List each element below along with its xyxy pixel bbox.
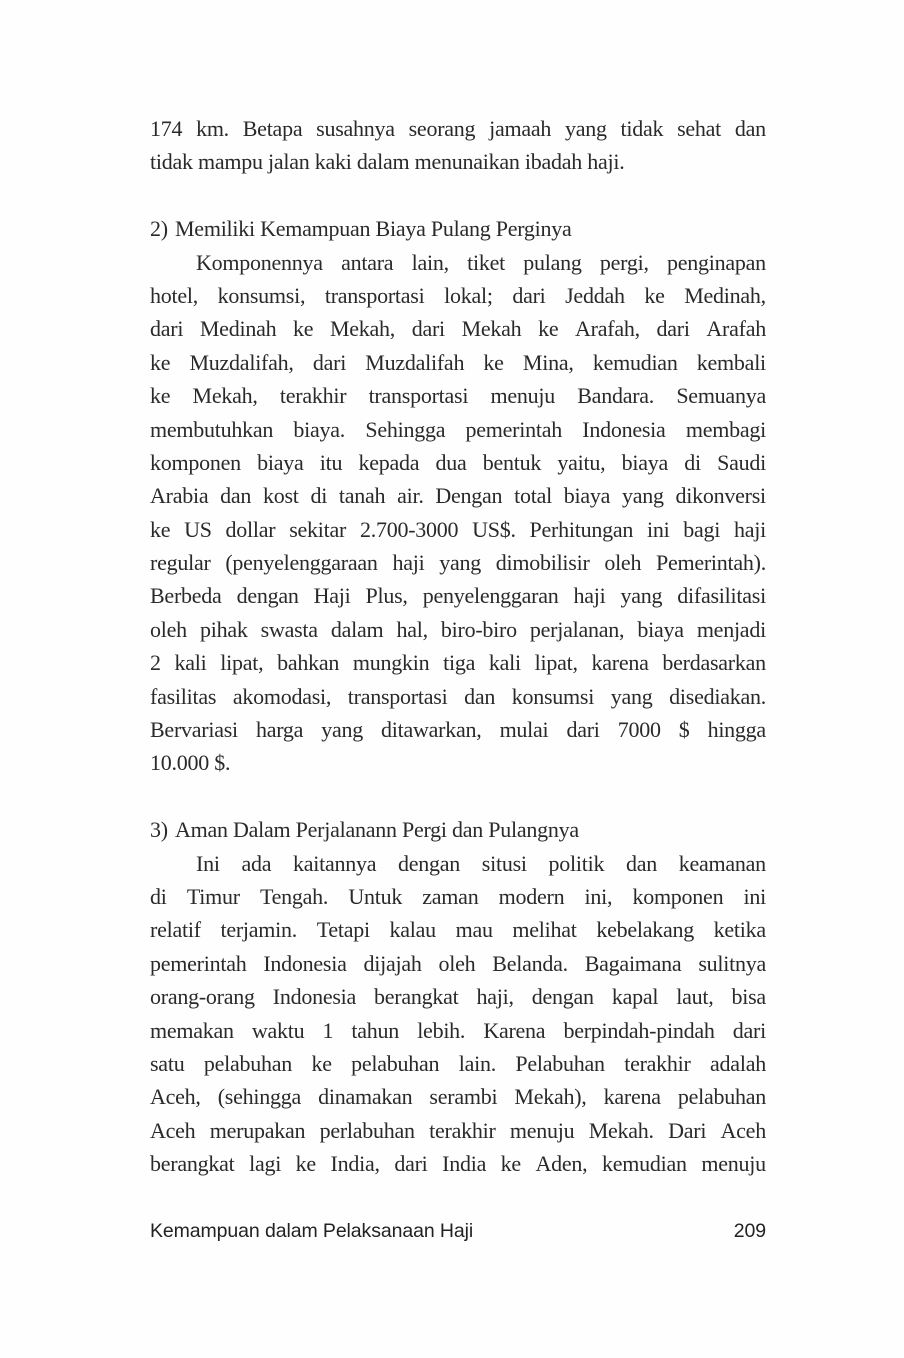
text-line: relatif terjamin. Tetapi kalau mau melihat kebelakang ketika <box>150 917 766 943</box>
paragraph-spacer <box>150 179 766 212</box>
text-line: fasilitas akomodasi, transportasi dan konsumsi yang disediakan. <box>150 683 766 709</box>
text-line: Berbeda dengan Haji Plus, penyelenggaran haji yang difasilitasi <box>150 583 766 609</box>
text-line: hotel, konsumsi, transportasi lokal; dari Jeddah ke Medinah, <box>150 282 766 308</box>
text-line: berangkat lagi ke India, dari India ke Aden, kemudian menuju <box>150 1151 766 1177</box>
section-heading <box>150 813 766 846</box>
text-line: membutuhkan biaya. Sehingga pemerintah Indonesia membagi <box>150 416 766 442</box>
text-line: regular (penyelenggaraan haji yang dimobilisir oleh Pemerintah). <box>150 550 766 576</box>
text-line: Komponennya antara lain, tiket pulang pergi, penginapan <box>196 249 766 275</box>
section-number: 2) <box>150 216 168 242</box>
section-2 <box>150 212 766 780</box>
page-body <box>150 112 766 1181</box>
continuation-paragraph <box>150 112 766 179</box>
text-line: 2 kali lipat, bahkan mungkin tiga kali lipat, karena berdasarkan <box>150 650 766 676</box>
text-line: Ini ada kaitannya dengan situsi politik dan keamanan <box>196 850 766 876</box>
text-line: dari Medinah ke Mekah, dari Mekah ke Arafah, dari Arafah <box>150 316 766 342</box>
paragraph <box>150 847 766 1181</box>
section-title: Aman Dalam Perjalanann Pergi dan Pulangnya <box>175 817 579 843</box>
text-line: 174 km. Betapa susahnya seorang jamaah yang tidak sehat dan <box>150 116 766 141</box>
section-heading <box>150 212 766 245</box>
page-number: 209 <box>733 1220 766 1242</box>
paragraph-spacer <box>150 780 766 813</box>
text-line: Aceh merupakan perlabuhan terakhir menuju Mekah. Dari Aceh <box>150 1117 766 1143</box>
text-line: memakan waktu 1 tahun lebih. Karena berpindah-pindah dari <box>150 1017 766 1043</box>
text-line: 10.000 $. <box>150 750 231 776</box>
paragraph <box>150 112 766 179</box>
text-line: ke US dollar sekitar 2.700-3000 US$. Perhitungan ini bagi haji <box>150 516 766 542</box>
text-line: satu pelabuhan ke pelabuhan lain. Pelabuhan terakhir adalah <box>150 1050 766 1076</box>
text-line: Arabia dan kost di tanah air. Dengan total biaya yang dikonversi <box>150 483 766 509</box>
text-line: tidak mampu jalan kaki dalam menunaikan ibadah haji. <box>150 149 625 175</box>
page-footer <box>150 1220 766 1243</box>
section-title: Memiliki Kemampuan Biaya Pulang Perginya <box>175 216 572 242</box>
text-line: komponen biaya itu kepada dua bentuk yaitu, biaya di Saudi <box>150 449 766 475</box>
text-line: di Timur Tengah. Untuk zaman modern ini, komponen ini <box>150 883 766 909</box>
text-line: Aceh, (sehingga dinamakan serambi Mekah), karena pelabuhan <box>150 1084 766 1110</box>
section-3 <box>150 813 766 1180</box>
text-line: ke Muzdalifah, dari Muzdalifah ke Mina, kemudian kembali <box>150 349 766 375</box>
text-line: ke Mekah, terakhir transportasi menuju Bandara. Semuanya <box>150 383 766 409</box>
section-number: 3) <box>150 817 168 843</box>
text-line: Bervariasi harga yang ditawarkan, mulai dari 7000 $ hingga <box>150 717 766 743</box>
text-line: pemerintah Indonesia dijajah oleh Belanda. Bagaimana sulitnya <box>150 950 766 976</box>
text-line: oleh pihak swasta dalam hal, biro-biro perjalanan, biaya menjadi <box>150 616 766 642</box>
text-line: orang-orang Indonesia berangkat haji, dengan kapal laut, bisa <box>150 984 766 1010</box>
paragraph <box>150 246 766 780</box>
running-title: Kemampuan dalam Pelaksanaan Haji <box>150 1220 474 1242</box>
